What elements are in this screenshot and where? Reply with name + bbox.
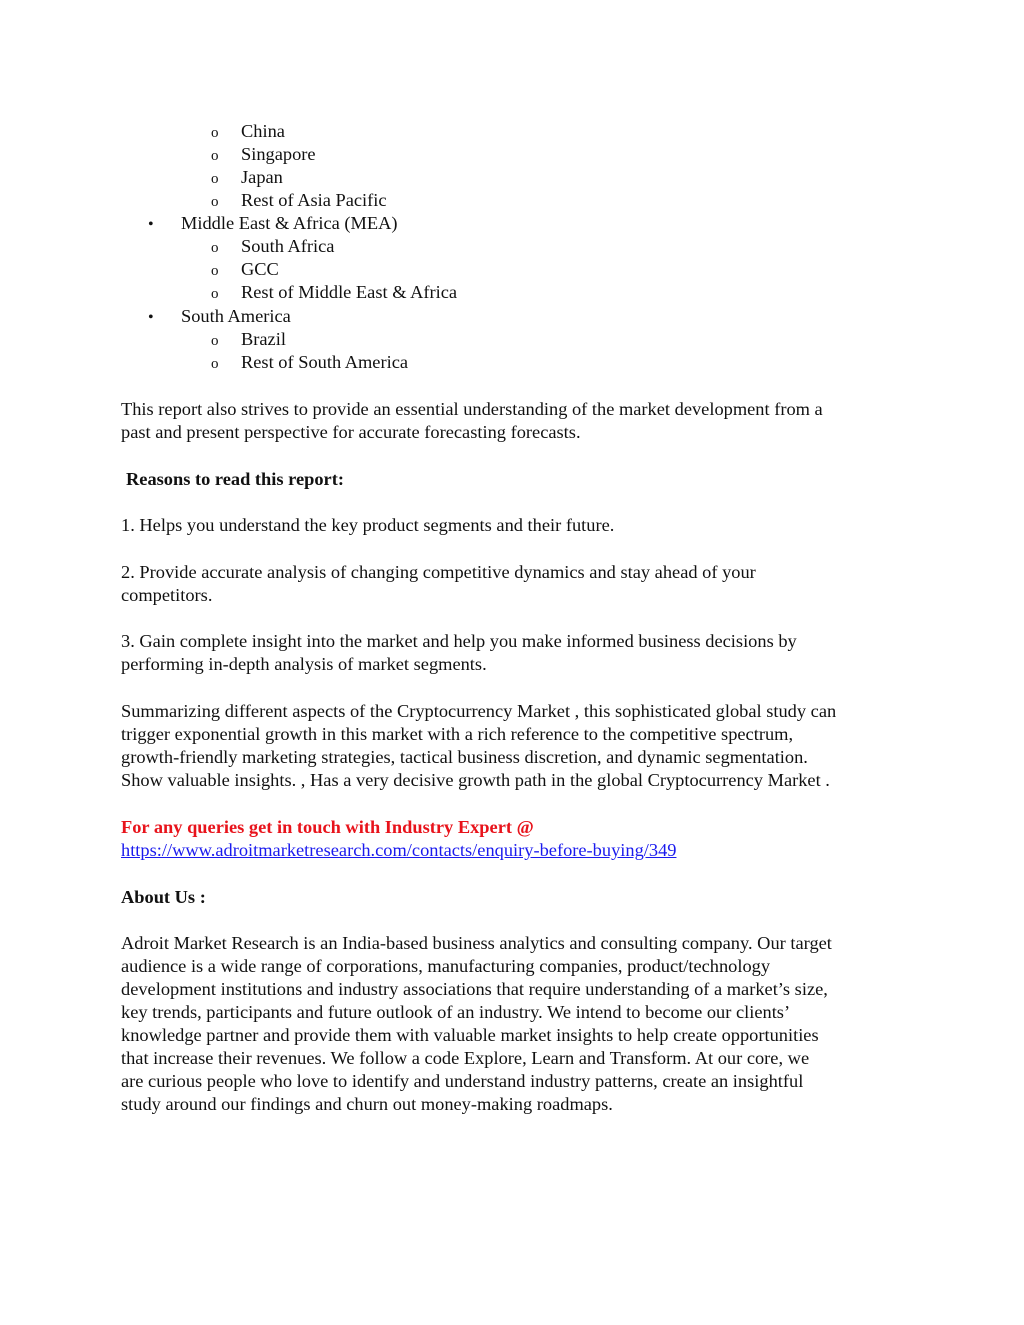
paragraph-line: growth-friendly marketing strategies, tactical business discretion, and dynamic segmentation. — [121, 747, 808, 767]
list-item: China — [241, 121, 285, 141]
list-item: Rest of Middle East & Africa — [241, 282, 458, 302]
paragraph-line: knowledge partner and provide them with valuable market insights to help create opportunities — [121, 1025, 819, 1045]
sub-bullet-marker: o — [211, 263, 219, 279]
list-item: Brazil — [241, 329, 286, 349]
paragraph-line: audience is a wide range of corporations, manufacturing companies, product/technology — [121, 956, 771, 976]
reason-item-1 — [121, 514, 921, 537]
summary-paragraph — [121, 700, 921, 792]
contact-callout: For any queries get in touch with Industry Expert @ — [121, 817, 534, 837]
sub-bullet-marker: o — [211, 171, 219, 187]
paragraph-line: 1. Helps you understand the key product segments and their future. — [121, 515, 615, 535]
enquiry-link[interactable]: https://www.adroitmarketresearch.com/contacts/enquiry-before-buying/349 — [121, 840, 677, 860]
bullet-marker: • — [148, 309, 154, 326]
paragraph-line: 3. Gain complete insight into the market and help you make informed business decisions by — [121, 631, 797, 651]
intro-paragraph — [121, 398, 921, 444]
list-item: Rest of Asia Pacific — [241, 190, 387, 210]
paragraph-line: Adroit Market Research is an India-based business analytics and consulting company. Our target — [121, 933, 832, 953]
bullet-marker: • — [148, 216, 154, 233]
paragraph-line: performing in-depth analysis of market segments. — [121, 654, 487, 674]
paragraph-line: are curious people who love to identify and understand industry patterns, create an insightful — [121, 1071, 804, 1091]
paragraph-line: that increase their revenues. We follow a code Explore, Learn and Transform. At our core, we — [121, 1048, 810, 1068]
paragraph-line: key trends, participants and future outlook of an industry. We intend to become our clients’ — [121, 1002, 791, 1022]
sub-bullet-marker: o — [211, 148, 219, 164]
paragraph-line: trigger exponential growth in this market with a rich reference to the competitive spectrum, — [121, 724, 794, 744]
sub-bullet-marker: o — [211, 240, 219, 256]
paragraph-line: Show valuable insights. , Has a very decisive growth path in the global Cryptocurrency Market . — [121, 770, 830, 790]
reasons-heading: Reasons to read this report: — [126, 469, 344, 489]
list-item: GCC — [241, 259, 279, 279]
sub-bullet-marker: o — [211, 333, 219, 349]
paragraph-line: competitors. — [121, 585, 213, 605]
paragraph-line: Summarizing different aspects of the Cryptocurrency Market , this sophisticated global study can — [121, 701, 837, 721]
about-heading: About Us : — [121, 887, 206, 907]
list-item: Japan — [241, 167, 283, 187]
list-item: Singapore — [241, 144, 316, 164]
about-paragraph — [121, 932, 921, 1116]
paragraph-line: study around our findings and churn out money-making roadmaps. — [121, 1094, 613, 1114]
reason-item-2 — [121, 561, 921, 607]
reason-item-3 — [121, 630, 921, 676]
sub-bullet-marker: o — [211, 356, 219, 372]
paragraph-line: This report also strives to provide an essential understanding of the market development from a — [121, 399, 823, 419]
list-item: South Africa — [241, 236, 335, 256]
sub-bullet-marker: o — [211, 125, 219, 141]
list-item: Rest of South America — [241, 352, 409, 372]
list-item-region: Middle East & Africa (MEA) — [181, 213, 398, 233]
paragraph-line: 2. Provide accurate analysis of changing competitive dynamics and stay ahead of your — [121, 562, 756, 582]
sub-bullet-marker: o — [211, 286, 219, 302]
list-item-region: South America — [181, 306, 291, 326]
paragraph-line: past and present perspective for accurate forecasting forecasts. — [121, 422, 581, 442]
paragraph-line: development institutions and industry associations that require understanding of a market’s size, — [121, 979, 828, 999]
sub-bullet-marker: o — [211, 194, 219, 210]
